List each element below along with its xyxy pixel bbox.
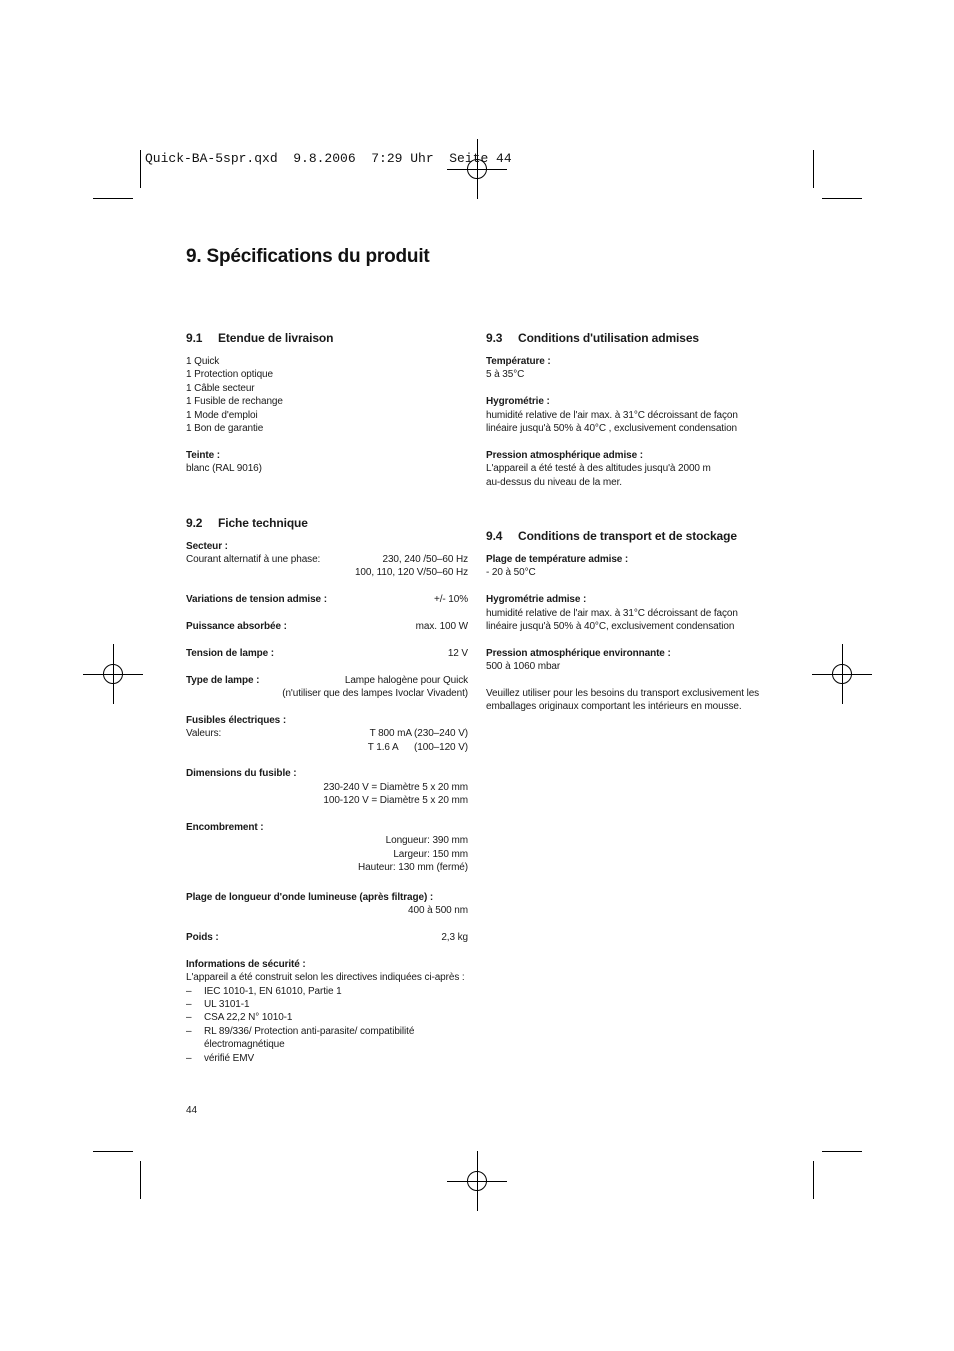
hygrometrie-value: humidité relative de l'air max. à 31°C décroissant de façon: [486, 607, 738, 619]
spec-value: 230-240 V = Diamètre 5 x 20 mm: [323, 781, 468, 793]
hygrometrie-value: linéaire jusqu'à 50% à 40°C, exclusivement condensation: [486, 621, 735, 633]
pression-value: au-dessus du niveau de la mer.: [486, 476, 622, 488]
pression-value: L'appareil a été testé à des altitudes jusqu'à 2000 m: [486, 463, 711, 475]
spec-row: [186, 593, 468, 606]
temperature-label: Température :: [486, 356, 551, 367]
section-number: 9.2: [186, 515, 203, 530]
section-number: 9.4: [486, 529, 503, 544]
list-item: – UL 3101-1: [186, 998, 250, 1010]
page-title: 9. Spécifications du produit: [186, 246, 430, 267]
crop-mark-bottom-right-h: [822, 1151, 862, 1152]
spec-value: 230, 240 /50–60 Hz: [382, 554, 468, 566]
spec-value: 100, 110, 120 V/50–60 Hz: [354, 567, 468, 579]
left-column: [186, 331, 468, 1065]
registration-mark-bottom: [467, 1171, 487, 1191]
technical-sheet: [186, 540, 468, 1065]
list-item: 1 Protection optique: [186, 369, 273, 381]
spec-label: Courant alternatif à une phase:: [186, 554, 321, 566]
spec-value: +/- 10%: [433, 594, 468, 606]
temperature-value: 5 à 35°C: [486, 369, 525, 381]
spec-value: Largeur: 150 mm: [393, 848, 468, 860]
list-item: 1 Bon de garantie: [186, 423, 264, 435]
page-number: 44: [186, 1105, 198, 1116]
spec-value: 2,3 kg: [441, 931, 468, 943]
spec-value: 400 à 500 nm: [408, 905, 468, 917]
spec-label: Type de lampe :: [186, 674, 260, 686]
info-securite-intro: L'appareil a été construit selon les directives indiquées ci-après :: [186, 972, 465, 984]
hygrometrie-value: humidité relative de l'air max. à 31°C décroissant de façon: [486, 409, 738, 421]
fusibles-label: Fusibles électriques :: [186, 714, 287, 726]
spec-label: Tension de lampe :: [186, 647, 275, 659]
spec-label: Valeurs:: [186, 728, 222, 740]
crop-mark-top-left-h: [93, 198, 133, 199]
info-securite-label: Informations de sécurité :: [186, 958, 306, 970]
right-column: [486, 331, 768, 714]
spec-value: T 1.6 A (100–120 V): [367, 741, 468, 753]
registration-mark-right: [832, 664, 852, 684]
dimensions-label: Dimensions du fusible :: [186, 768, 297, 780]
teinte-value: blanc (RAL 9016): [186, 463, 262, 475]
crop-mark-top-right-h: [822, 198, 862, 199]
usage-conditions: [486, 355, 768, 489]
print-header-line: Quick-BA-5spr.qxd 9.8.2006 7:29 Uhr Seite 44: [145, 151, 512, 166]
spec-row: [186, 647, 468, 660]
spec-value: T 800 mA (230–240 V): [369, 728, 468, 740]
section-number: 9.1: [186, 331, 203, 345]
list-item: 1 Câble secteur: [186, 382, 255, 394]
plage-temperature-label: Plage de température admise :: [486, 554, 629, 566]
list-item: 1 Fusible de rechange: [186, 396, 283, 408]
spec-value: 12 V: [447, 647, 468, 659]
registration-mark-left: [103, 664, 123, 684]
spec-value: max. 100 W: [415, 621, 468, 633]
section-title: Fiche technique: [218, 515, 308, 530]
teinte-label: Teinte :: [186, 449, 221, 461]
plage-label: Plage de longueur d'onde lumineuse (après filtrage) :: [186, 891, 434, 903]
spec-label: Variations de tension admise :: [186, 594, 327, 606]
pression-label: Pression atmosphérique admise :: [486, 449, 643, 461]
spec-row: [186, 674, 468, 687]
crop-mark-top-right-v: [813, 150, 814, 188]
spec-label: Puissance absorbée :: [186, 621, 287, 633]
transport-note: Veuillez utiliser pour les besoins du transport exclusivement les: [486, 688, 760, 700]
plage-temperature-value: - 20 à 50°C: [486, 567, 536, 579]
transport-conditions: [486, 553, 768, 714]
spec-row: [186, 620, 468, 633]
pression-label: Pression atmosphérique environnante :: [486, 647, 671, 659]
spec-value: Hauteur: 130 mm (fermé): [358, 862, 468, 874]
list-item: 1 Mode d'emploi: [186, 409, 258, 421]
spec-row: [186, 931, 468, 944]
hygrometrie-label: Hygrométrie :: [486, 396, 550, 408]
spec-row: [186, 553, 468, 566]
crop-mark-bottom-left-v: [140, 1161, 141, 1199]
secteur-label: Secteur :: [186, 540, 228, 552]
list-item: – RL 89/336/ Protection anti-parasite/ compatibilité: [186, 1025, 415, 1037]
section-heading-9-4: [486, 529, 768, 544]
list-item-continuation: électromagnétique: [204, 1039, 285, 1051]
crop-mark-bottom-right-v: [813, 1161, 814, 1199]
list-item: – vérifié EMV: [186, 1052, 255, 1064]
section-number: 9.3: [486, 331, 503, 345]
pression-value: 500 à 1060 mbar: [486, 661, 561, 673]
crop-mark-top-left-v: [140, 150, 141, 188]
spec-value: 100-120 V = Diamètre 5 x 20 mm: [323, 795, 468, 807]
crop-mark-bottom-left-h: [93, 1151, 133, 1152]
spec-value: Longueur: 390 mm: [385, 835, 468, 847]
spec-value: Lampe halogène pour Quick: [344, 674, 468, 686]
list-item: – CSA 22,2 N° 1010-1: [186, 1012, 293, 1024]
section-title: Conditions de transport et de stockage: [518, 529, 737, 544]
spec-value: (n'utiliser que des lampes Ivoclar Vivadent): [282, 688, 468, 700]
spec-label: Poids :: [186, 931, 219, 943]
delivery-list: [186, 355, 468, 476]
list-item: 1 Quick: [186, 356, 220, 367]
transport-note: emballages originaux comportant les intérieurs en mousse.: [486, 701, 742, 713]
hygrometrie-label: Hygrométrie admise :: [486, 594, 587, 606]
section-title: Conditions d'utilisation admises: [518, 331, 700, 345]
list-item: – IEC 1010-1, EN 61010, Partie 1: [186, 985, 342, 997]
encombrement-label: Encombrement :: [186, 822, 264, 834]
section-heading-9-3: [486, 331, 768, 346]
section-title: Etendue de livraison: [218, 331, 334, 345]
section-heading-9-2: [186, 516, 468, 531]
hygrometrie-value: linéaire jusqu'à 50% à 40°C , exclusivement condensation: [486, 423, 738, 435]
spec-row: [186, 727, 468, 740]
section-heading-9-1: [186, 331, 468, 346]
